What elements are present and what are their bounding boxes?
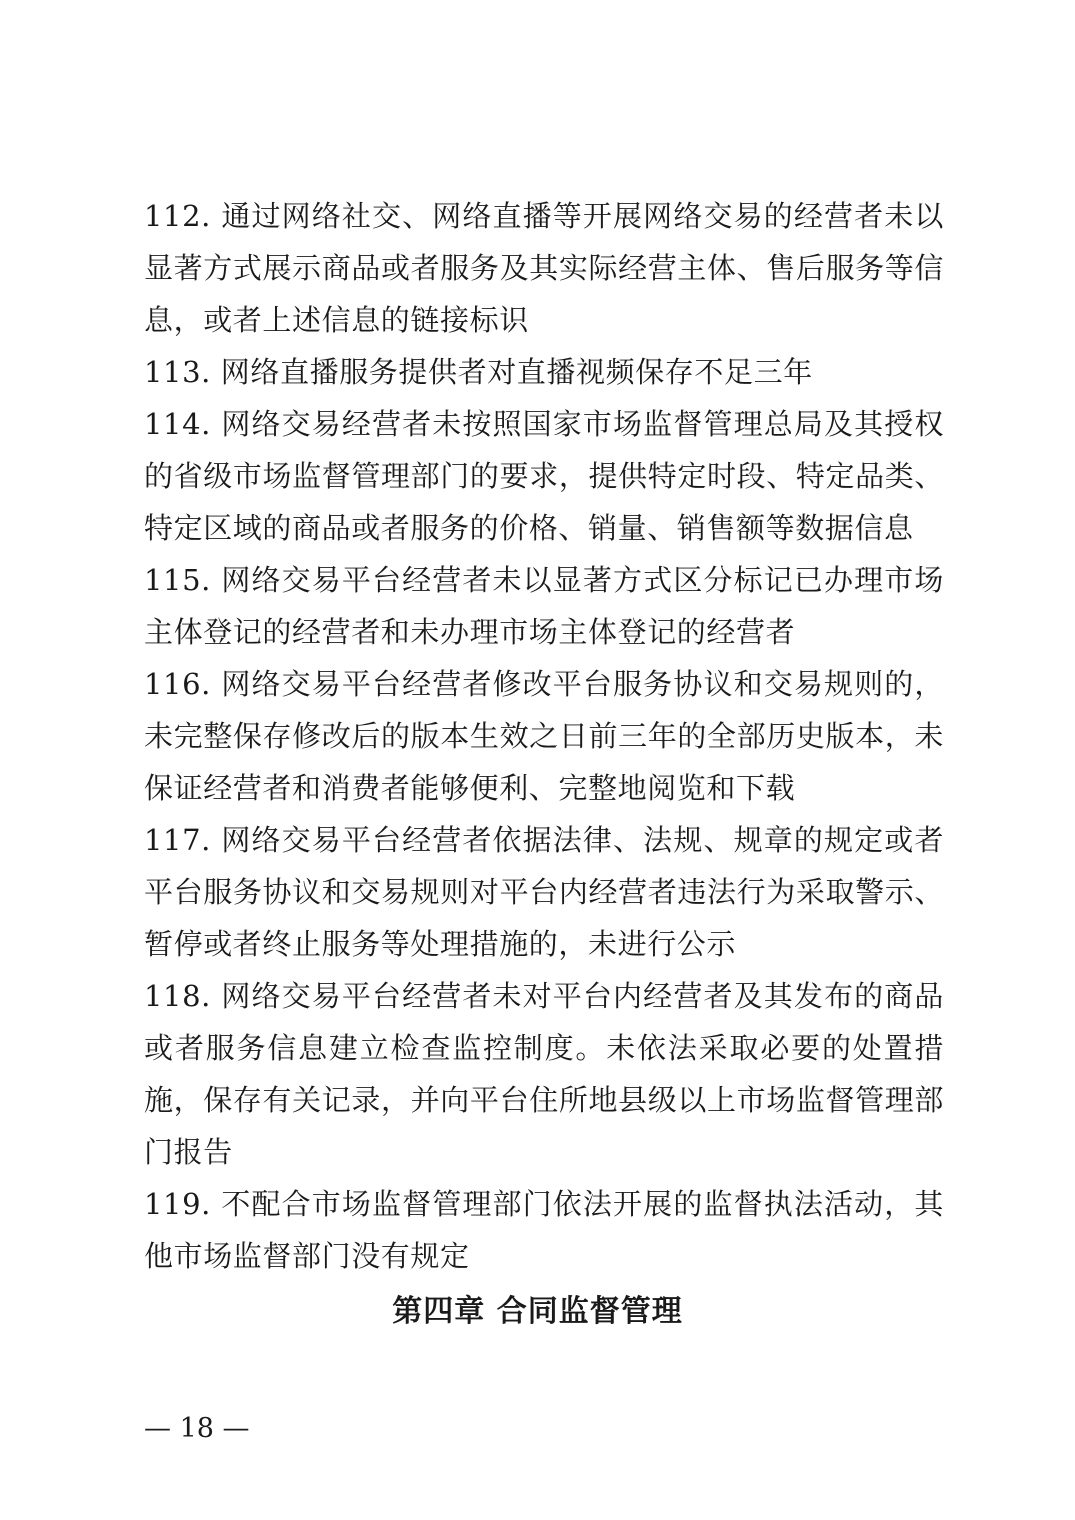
list-item: 114. 网络交易经营者未按照国家市场监督管理总局及其授权的省级市场监督管理部门的要求，提供特定时段、特定品类、特定区域的商品或者服务的价格、销量、销售额等数据信息 bbox=[144, 407, 944, 545]
list-item: 116. 网络交易平台经营者修改平台服务协议和交易规则的，未完整保存修改后的版本生效之日前三年的全部历史版本，未保证经营者和消费者能够便利、完整地阅览和下载 bbox=[144, 667, 944, 805]
list-item: 113. 网络直播服务提供者对直播视频保存不足三年 bbox=[144, 355, 813, 389]
list-item: 112. 通过网络社交、网络直播等开展网络交易的经营者未以显著方式展示商品或者服务及其实际经营主体、售后服务等信息，或者上述信息的链接标识 bbox=[144, 199, 944, 337]
list-item: 117. 网络交易平台经营者依据法律、法规、规章的规定或者平台服务协议和交易规则对平台内经营者违法行为采取警示、暂停或者终止服务等处理措施的，未进行公示 bbox=[144, 823, 944, 961]
list-item: 115. 网络交易平台经营者未以显著方式区分标记已办理市场主体登记的经营者和未办理市场主体登记的经营者 bbox=[144, 563, 944, 649]
chapter-heading: 第四章 合同监督管理 bbox=[392, 1294, 683, 1329]
item-list bbox=[144, 190, 944, 1282]
list-item: 118. 网络交易平台经营者未对平台内经营者及其发布的商品或者服务信息建立检查监控制度。未依法采取必要的处置措施，保存有关记录，并向平台住所地县级以上市场监督管理部门报告 bbox=[144, 979, 944, 1169]
page-number: — 18 — bbox=[144, 1413, 250, 1444]
list-item: 119. 不配合市场监督管理部门依法开展的监督执法活动，其他市场监督部门没有规定 bbox=[144, 1187, 944, 1273]
